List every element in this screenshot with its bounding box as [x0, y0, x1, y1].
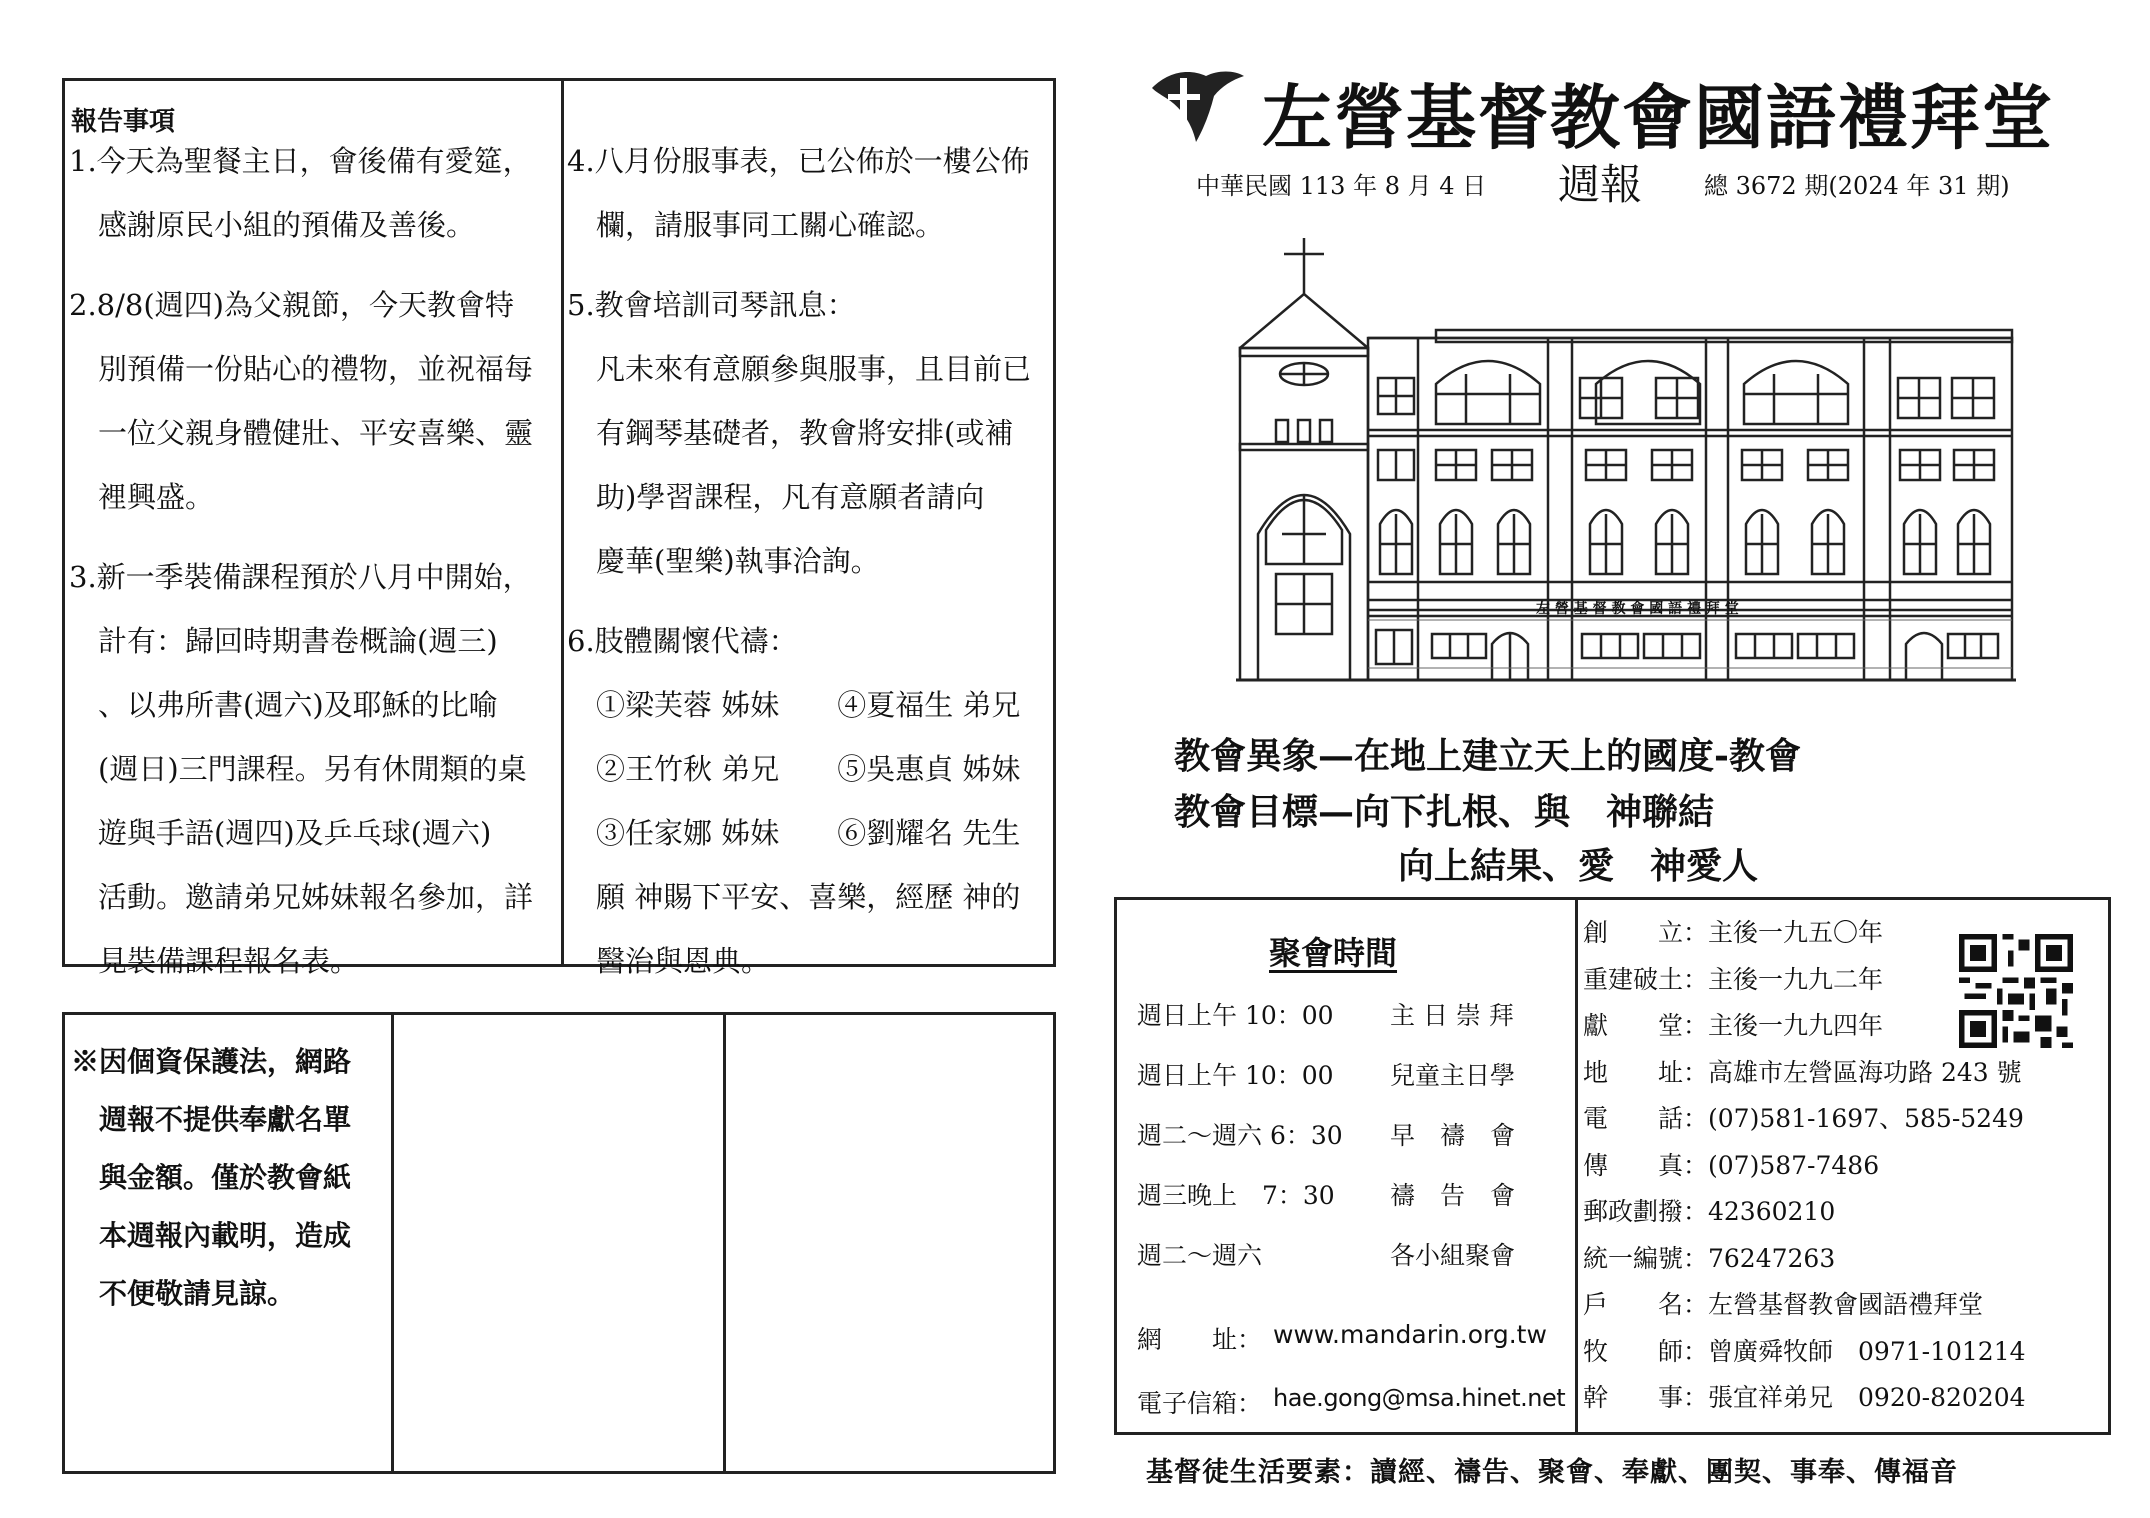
info-line: 電 話：(07)581-1697、585-5249 [1583, 1104, 2024, 1133]
privacy-line: 週報不提供奉獻名單 [71, 1103, 352, 1136]
announcement-line: 5.教會培訓司琴訊息： [567, 288, 856, 322]
announcements-col2 [567, 129, 1055, 993]
announcement-line: 計有：歸回時期書卷概論(週三) [69, 624, 498, 658]
meeting-name: 主 日 崇 拜 [1390, 1001, 1514, 1030]
meeting-time: 週二～週六 6：30 [1137, 1121, 1343, 1150]
privacy-line: 不便敬請見諒。 [71, 1277, 296, 1310]
announcement-line: ①梁芙蓉 姊妹 ④夏福生 弟兄 [567, 688, 1021, 722]
offering-divider-1 [391, 1015, 394, 1471]
announcements-box [62, 78, 1056, 978]
announcement-line: 2.8/8(週四)為父親節，今天教會特 [69, 288, 514, 322]
announcements-heading: 報告事項 [71, 107, 176, 137]
meeting-name: 各小組聚會 [1390, 1241, 1516, 1270]
privacy-notice [71, 1033, 389, 1323]
info-line: 戶 名：左營基督教會國語禮拜堂 [1583, 1290, 1984, 1319]
announcement-line: 4.八月份服事表，已公佈於一樓公佈 [567, 144, 1030, 178]
meeting-time: 週日上午 10：00 [1137, 1061, 1334, 1090]
offering-box [62, 1012, 1056, 1474]
announcement-line: 別預備一份貼心的禮物，並祝福每 [69, 352, 534, 386]
info-line: 創 立：主後一九五〇年 [1583, 918, 1884, 947]
vision-line-1: 教會異象—在地上建立天上的國度-教會 [1174, 735, 1801, 777]
meeting-time: 週三晚上 7：30 [1137, 1181, 1335, 1210]
privacy-line: 本週報內載明，造成 [71, 1219, 352, 1252]
qr-code-icon [1959, 934, 2073, 1048]
info-line: 牧 師：曾廣舜牧師 0971-101214 [1583, 1336, 2026, 1366]
announcement-line: ②王竹秋 弟兄 ⑤吳惠貞 姊妹 [567, 752, 1021, 786]
meetings-heading: 聚會時間 [1269, 934, 1398, 972]
vision-line-3: 向上結果、愛 神愛人 [1398, 845, 1759, 887]
vision-line-2: 教會目標—向下扎根、與 神聯結 [1174, 791, 1715, 833]
announcement-line: 助)學習課程，凡有意願者請向 [567, 480, 985, 514]
info-line: 傳 真：(07)587-7486 [1583, 1150, 1880, 1180]
announcement-line: 有鋼琴基礎者，教會將安排(或補 [567, 416, 1014, 450]
footer-christian-life: 基督徒生活要素：讀經、禱告、聚會、奉獻、團契、事奉、傳福音 [1146, 1457, 1958, 1488]
announcement-line: 6.肢體關懷代禱： [567, 624, 798, 658]
church-title: 左營基督教會國語禮拜堂 [1262, 76, 2054, 159]
announcement-line: 1.今天為聖餐主日，會後備有愛筵， [69, 144, 532, 178]
announcement-line: 裡興盛。 [69, 480, 215, 514]
bulletin-issue: 總 3672 期(2024 年 31 期) [1704, 172, 2010, 200]
announcement-line: 感謝原民小組的預備及善後。 [69, 208, 476, 242]
announcement-line: 見裝備課程報名表。 [69, 944, 360, 978]
email-label: 電子信箱： [1137, 1389, 1263, 1418]
bulletin-label: 週報 [1558, 160, 1643, 209]
announcement-line: 凡未來有意願參與服事，且目前已 [567, 352, 1032, 386]
announcement-line: 遊與手語(週四)及乒乓球(週六) [69, 816, 492, 850]
website-link[interactable]: www.mandarin.org.tw [1273, 1320, 1547, 1349]
announcements-col1 [69, 129, 559, 993]
building-sign: 左 營 基 督 教 會 國 語 禮 拜 堂 [1536, 601, 1739, 617]
church-building-illustration [1236, 234, 2016, 690]
info-line: 統一編號：76247263 [1583, 1243, 1836, 1273]
church-logo [1148, 66, 1248, 146]
announcement-line: 願 神賜下平安、喜樂，經歷 神的 [567, 880, 1021, 914]
meetings-info-divider [1575, 900, 1578, 1432]
announcement-line: ③任家娜 姊妹 ⑥劉耀名 先生 [567, 816, 1021, 850]
info-line: 地 址：高雄市左營區海功路 243 號 [1583, 1057, 2022, 1087]
announcement-line: (週日)三門課程。另有休閒類的桌 [69, 752, 527, 786]
privacy-line: ※因個資保護法，網路 [71, 1045, 352, 1078]
website-label: 網 址： [1137, 1325, 1263, 1354]
info-line: 重建破土：主後一九九二年 [1583, 964, 1884, 994]
meeting-time: 週日上午 10：00 [1137, 1001, 1334, 1030]
announcements-divider [561, 81, 564, 964]
church-building-icon [1236, 234, 2016, 690]
privacy-line: 與金額。僅於教會紙 [71, 1161, 352, 1194]
meetings-info-box [1114, 897, 2111, 1435]
offering-divider-2 [723, 1015, 726, 1471]
qr-code [1959, 934, 2073, 1048]
announcement-line: 一位父親身體健壯、平安喜樂、靈 [69, 416, 534, 450]
announcement-line: 慶華(聖樂)執事洽詢。 [567, 544, 880, 578]
announcement-line: 活動。邀請弟兄姊妹報名參加，詳 [69, 880, 534, 914]
meeting-name: 早 禱 會 [1390, 1121, 1516, 1150]
info-line: 獻 堂：主後一九九四年 [1583, 1011, 1884, 1040]
info-line: 郵政劃撥：42360210 [1583, 1197, 1836, 1226]
announcement-line: 欄，請服事同工關心確認。 [567, 208, 945, 242]
info-line: 幹 事：張宜祥弟兄 0920-820204 [1583, 1383, 2026, 1412]
email-link[interactable]: hae.gong@msa.hinet.net [1273, 1384, 1566, 1412]
meeting-name: 禱 告 會 [1390, 1181, 1516, 1210]
meeting-time: 週二～週六 [1137, 1241, 1263, 1270]
meeting-name: 兒童主日學 [1390, 1061, 1516, 1090]
bulletin-date: 中華民國 113 年 8 月 4 日 [1196, 172, 1487, 200]
logo-cross-icon [1148, 66, 1248, 146]
announcement-line: 、以弗所書(週六)及耶穌的比喻 [69, 688, 498, 722]
announcement-line: 醫治與恩典。 [567, 944, 771, 978]
announcement-line: 3.新一季裝備課程預於八月中開始， [69, 560, 532, 594]
